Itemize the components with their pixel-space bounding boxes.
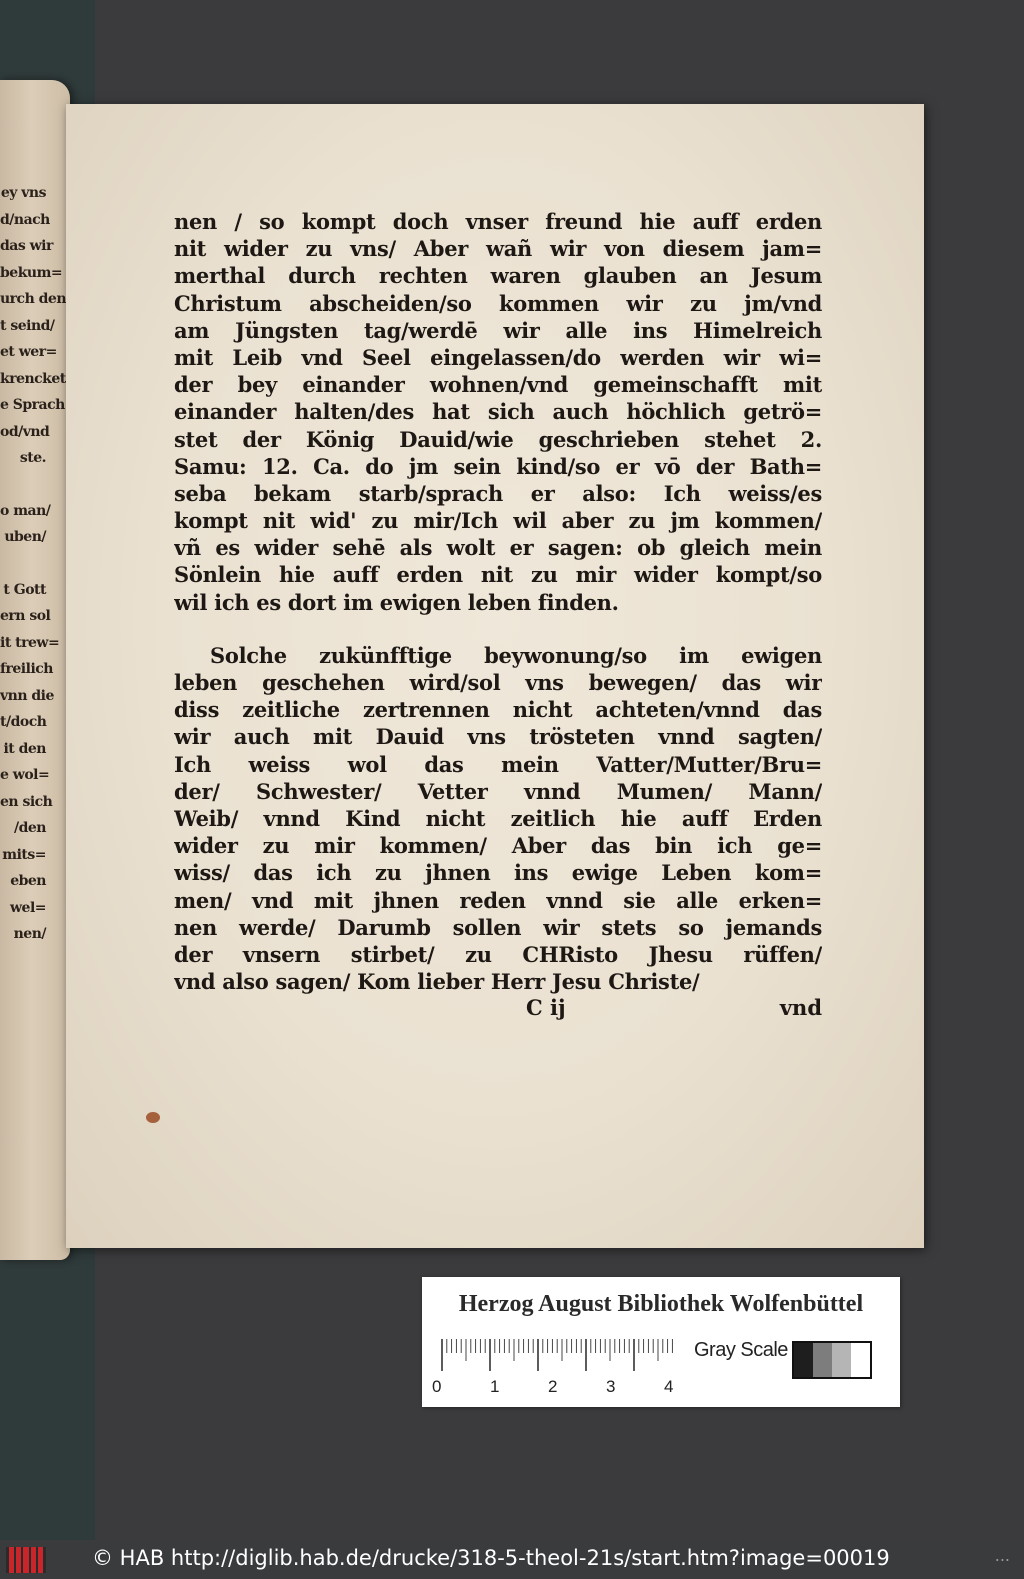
text-line: leben geschehen wird/sol vns bewegen/ das wir	[174, 670, 822, 695]
text-line: Sönlein hie auff erden nit zu mir wider kompt/so	[174, 562, 822, 588]
page-text	[174, 208, 822, 1023]
text-line: Solche zukünfftige beywonung/so im ewigen	[210, 642, 822, 668]
previous-page-line: it den	[3, 740, 46, 757]
previous-page-line: ey vns	[0, 185, 46, 201]
previous-page-line: eben	[10, 873, 46, 889]
text-line: Samu: 12. Ca. do jm sein kind/so er vō der Bath=	[174, 453, 822, 479]
previous-page-line	[0, 551, 46, 577]
previous-page-line: t seind/	[0, 317, 55, 334]
signature-mark: C ij	[526, 995, 566, 1021]
previous-page-line: urch den	[0, 291, 67, 307]
previous-page-line: it trew=	[0, 634, 60, 651]
previous-page-line: d/nach	[0, 211, 50, 228]
hab-logo-icon	[6, 1547, 46, 1573]
text-line: wir auch mit Dauid vns trösteten vnnd sagten/	[174, 724, 822, 750]
text-line: kompt nit wid' zu mir/Ich wil aber zu jm kommen/	[174, 508, 822, 534]
text-line: Christum abscheiden/so kommen wir zu jm/vnd	[174, 290, 822, 316]
previous-page-line: en sich	[0, 793, 53, 810]
previous-page-line: freilich	[0, 661, 53, 677]
text-line: merthal durch rechten waren glauben an Jesum	[174, 263, 822, 289]
text-line: vnd also sagen/ Kom lieber Herr Jesu Christe/	[174, 969, 700, 995]
text-line: stet der König Dauid/wie geschrieben stehet 2.	[174, 426, 822, 452]
ruler-number: 1	[490, 1377, 500, 1396]
gray-swatch	[813, 1343, 832, 1377]
previous-page-line: wel=	[9, 899, 46, 916]
text-line: wil ich es dort im ewigen leben finden.	[174, 589, 619, 615]
ruler-scale	[440, 1339, 680, 1373]
text-line: nen werde/ Darumb sollen wir stets so jemands	[174, 914, 822, 940]
previous-page-line: o man/	[0, 502, 51, 519]
previous-page-line: uben/	[4, 529, 46, 545]
previous-page-line: t/doch	[0, 714, 47, 730]
text-line: der bey einander wohnen/vnd gemeinschafft mit	[174, 372, 822, 398]
gray-swatch	[794, 1343, 813, 1377]
previous-page-line: ern sol	[0, 608, 51, 624]
text-line: der/ Schwester/ Vetter vnnd Mumen/ Mann/	[174, 778, 822, 804]
library-name: Herzog August Bibliothek Wolfenbüttel	[458, 1291, 864, 1317]
ruler-number: 3	[606, 1377, 616, 1396]
previous-page-line: e Sprach	[0, 397, 65, 413]
gray-scale-label: Gray Scale	[694, 1339, 788, 1361]
text-line: wiss/ das ich zu jhnen ins ewige Leben kom=	[174, 860, 822, 886]
source-url[interactable]: © HAB http://diglib.hab.de/drucke/318-5-theol-21s/start.htm?image=00019	[92, 1546, 890, 1570]
text-line: vñ es wider sehē als wolt er sagen: ob gleich mein	[174, 535, 822, 561]
previous-page-line: /den	[14, 820, 46, 836]
text-line: seba bekam starb/sprach er also: Ich weiss/es	[174, 480, 822, 506]
paragraph-1	[174, 208, 822, 616]
text-line: der vnsern stirbet/ zu CHRisto Jhesu rüffen/	[174, 941, 822, 967]
previous-page-line: vnn die	[0, 687, 54, 704]
text-line: Weib/ vnnd Kind nicht zeitlich hie auff Erden	[174, 805, 822, 831]
ink-spot	[146, 1112, 160, 1123]
text-line: nen / so kompt doch vnser freund hie auff erden	[174, 209, 822, 234]
text-line: Ich weiss wol das mein Vatter/Mutter/Bru=	[174, 751, 822, 777]
footer-bar	[0, 1540, 1024, 1579]
gray-scale-swatches	[792, 1341, 872, 1379]
gray-swatch	[832, 1343, 851, 1377]
previous-page-line: bekum=	[0, 264, 63, 281]
previous-page-line: mits=	[2, 846, 46, 863]
paragraph-2	[174, 642, 822, 995]
previous-page-line: das wir	[0, 238, 53, 254]
previous-page-line: e wol=	[0, 767, 50, 783]
text-line: nit wider zu vns/ Aber wañ wir von diesem jam=	[174, 236, 822, 262]
text-line: diss zeitliche zertrennen nicht achteten/vnnd das	[174, 697, 822, 723]
previous-page-line: od/vnd	[0, 423, 50, 440]
previous-page-line: ste.	[19, 450, 46, 466]
ruler-number: 4	[664, 1377, 674, 1396]
text-line: men/ vnd mit jhnen reden vnnd sie alle erken=	[174, 887, 822, 913]
gray-swatch	[851, 1343, 870, 1377]
previous-page-line: et wer=	[0, 344, 57, 360]
text-line: am Jüngsten tag/werdē wir alle ins Himelreich	[174, 317, 822, 343]
signature-row	[174, 995, 822, 1023]
catchword: vnd	[779, 995, 822, 1021]
ruler-number: 2	[548, 1377, 558, 1396]
previous-page-edge	[0, 80, 70, 1260]
previous-page-line	[0, 472, 46, 498]
text-line: einander halten/des hat sich auch höchlich getrö=	[174, 399, 822, 425]
color-reference-card	[422, 1277, 900, 1407]
previous-page-text	[0, 180, 67, 948]
previous-page-line: t Gott	[3, 581, 46, 598]
more-icon[interactable]: ...	[994, 1546, 1010, 1565]
text-line: mit Leib vnd Seel eingelassen/do werden wir wi=	[174, 344, 822, 370]
document-page	[66, 104, 924, 1248]
previous-page-line: nen/	[13, 926, 46, 942]
ruler-number: 0	[432, 1377, 442, 1396]
previous-page-line: krencket	[0, 370, 66, 387]
text-line: wider zu mir kommen/ Aber das bin ich ge=	[174, 833, 822, 859]
